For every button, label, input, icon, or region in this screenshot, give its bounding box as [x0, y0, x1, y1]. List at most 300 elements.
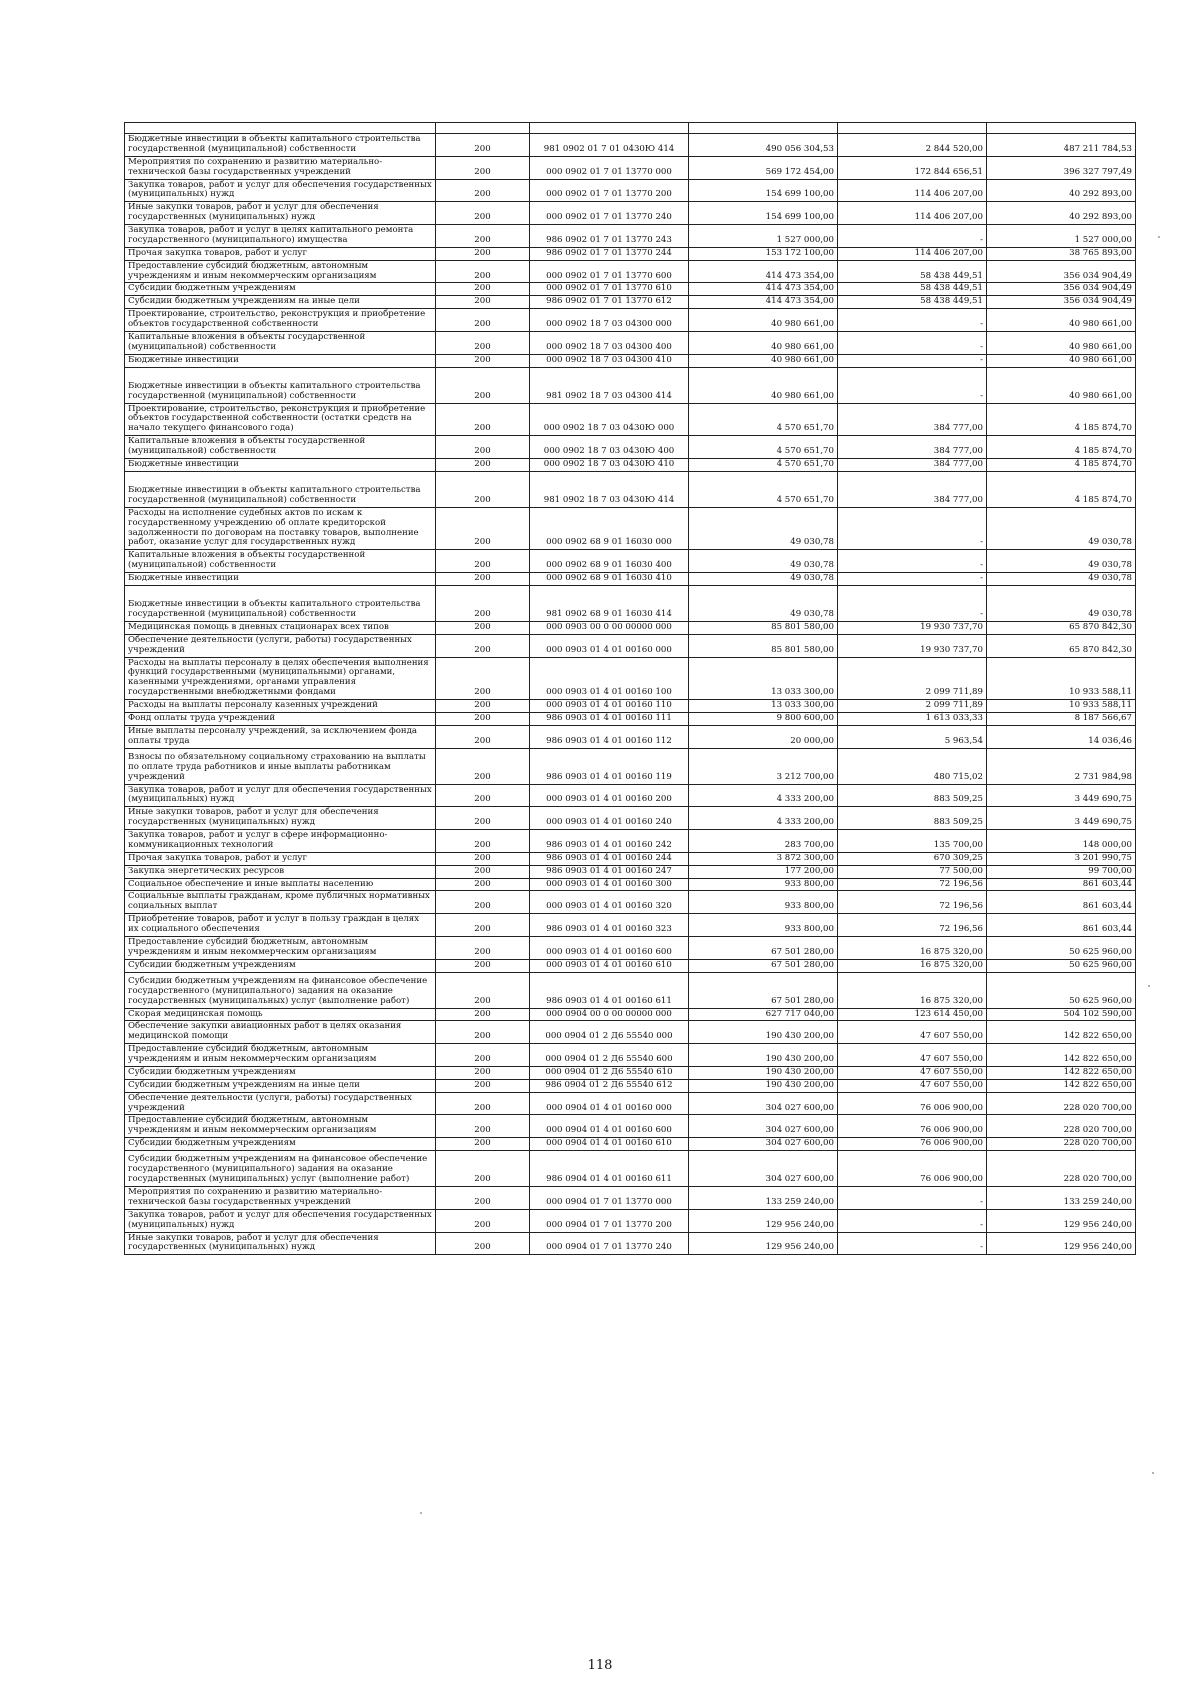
row-unexecuted: 10 933 588,11 [987, 657, 1136, 700]
row-unexecuted: 40 980 661,00 [987, 309, 1136, 332]
row-unexecuted: 40 980 661,00 [987, 354, 1136, 367]
row-budget-code: 000 0903 01 4 01 00160 100 [530, 657, 689, 700]
row-approved: 490 056 304,53 [689, 134, 838, 157]
row-unexecuted: 228 020 700,00 [987, 1115, 1136, 1138]
row-approved: 4 570 651,70 [689, 471, 838, 507]
row-unexecuted: 396 327 797,49 [987, 156, 1136, 179]
row-approved: 13 033 300,00 [689, 700, 838, 713]
row-code: 200 [436, 959, 530, 972]
row-approved: 933 800,00 [689, 878, 838, 891]
row-executed: 2 099 711,89 [838, 657, 987, 700]
row-approved: 129 956 240,00 [689, 1232, 838, 1255]
table-row [125, 1079, 1136, 1092]
row-approved: 20 000,00 [689, 725, 838, 748]
row-executed: 76 006 900,00 [838, 1138, 987, 1151]
row-name: Расходы на выплаты персоналу в целях обеспечения выполнения функций государственными (муниципальными) органами, казенными учреждениями, органами управления государственными внебюджетными фондами [125, 657, 436, 700]
row-budget-code: 986 0902 01 7 01 13770 244 [530, 247, 689, 260]
row-name: Медицинская помощь в дневных стационарах всех типов [125, 621, 436, 634]
row-name: Прочая закупка товаров, работ и услуг [125, 247, 436, 260]
row-approved: 40 980 661,00 [689, 309, 838, 332]
row-executed: 47 607 550,00 [838, 1066, 987, 1079]
row-approved: 414 473 354,00 [689, 260, 838, 283]
row-unexecuted: 861 603,44 [987, 878, 1136, 891]
row-budget-code: 981 0902 68 9 01 16030 414 [530, 585, 689, 621]
row-unexecuted: 142 822 650,00 [987, 1044, 1136, 1067]
row-budget-code: 986 0904 01 2 Д6 55540 612 [530, 1079, 689, 1092]
row-budget-code: 986 0903 01 4 01 00160 611 [530, 972, 689, 1008]
row-name: Закупка энергетических ресурсов [125, 865, 436, 878]
row-unexecuted: 129 956 240,00 [987, 1209, 1136, 1232]
row-name: Обеспечение деятельности (услуги, работы) государственных учреждений [125, 1092, 436, 1115]
row-code: 200 [436, 573, 530, 586]
table-row [125, 1187, 1136, 1210]
row-unexecuted: 38 765 893,00 [987, 247, 1136, 260]
row-executed: 2 844 520,00 [838, 134, 987, 157]
row-unexecuted: 142 822 650,00 [987, 1079, 1136, 1092]
table-row [125, 458, 1136, 471]
row-executed: 72 196,56 [838, 914, 987, 937]
row-code: 200 [436, 878, 530, 891]
table-row [125, 309, 1136, 332]
row-code: 200 [436, 296, 530, 309]
scan-speck [1148, 985, 1150, 987]
row-code: 200 [436, 725, 530, 748]
row-approved: 49 030,78 [689, 573, 838, 586]
row-approved: 414 473 354,00 [689, 283, 838, 296]
table-row [125, 156, 1136, 179]
row-code: 200 [436, 914, 530, 937]
table-row [125, 972, 1136, 1008]
row-budget-code: 000 0902 68 9 01 16030 410 [530, 573, 689, 586]
row-executed: 58 438 449,51 [838, 296, 987, 309]
row-budget-code: 000 0904 01 4 01 00160 610 [530, 1138, 689, 1151]
row-approved: 933 800,00 [689, 914, 838, 937]
row-name: Бюджетные инвестиции в объекты капитального строительства государственной (муниципальной) собственности [125, 367, 436, 403]
row-budget-code: 000 0902 18 7 03 0430Ю 400 [530, 436, 689, 459]
row-budget-code: 000 0903 01 4 01 00160 300 [530, 878, 689, 891]
row-approved: 569 172 454,00 [689, 156, 838, 179]
row-name: Закупка товаров, работ и услуг для обеспечения государственных (муниципальных) нужд [125, 784, 436, 807]
row-approved: 304 027 600,00 [689, 1092, 838, 1115]
row-name: Иные закупки товаров, работ и услуг для обеспечения государственных (муниципальных) нужд [125, 1232, 436, 1255]
row-name: Субсидии бюджетным учреждениям на иные цели [125, 296, 436, 309]
row-executed: 114 406 207,00 [838, 202, 987, 225]
row-budget-code: 986 0903 01 4 01 00160 247 [530, 865, 689, 878]
row-approved: 40 980 661,00 [689, 354, 838, 367]
row-approved: 4 570 651,70 [689, 403, 838, 436]
row-code: 200 [436, 283, 530, 296]
row-executed: - [838, 367, 987, 403]
row-code: 200 [436, 134, 530, 157]
row-code: 200 [436, 634, 530, 657]
row-name: Расходы на исполнение судебных актов по искам к государственному учреждению об оплате кредиторской задолженности по договорам на поставку товаров, выполнение работ, оказание услуг для государственных нужд [125, 507, 436, 550]
row-unexecuted: 14 036,46 [987, 725, 1136, 748]
row-executed: 77 500,00 [838, 865, 987, 878]
row-executed: 135 700,00 [838, 830, 987, 853]
row-budget-code: 000 0902 01 7 01 13770 240 [530, 202, 689, 225]
table-row [125, 1209, 1136, 1232]
row-approved: 49 030,78 [689, 550, 838, 573]
row-executed: 76 006 900,00 [838, 1092, 987, 1115]
row-code: 200 [436, 1138, 530, 1151]
row-name: Мероприятия по сохранению и развитию материально-технической базы государственных учреждений [125, 1187, 436, 1210]
table-row [125, 471, 1136, 507]
row-approved: 190 430 200,00 [689, 1044, 838, 1067]
row-budget-code: 000 0904 01 7 01 13770 240 [530, 1232, 689, 1255]
row-name: Субсидии бюджетным учреждениям на финансовое обеспечение государственного (муниципального) задания на оказание государственных (муниципальных) услуг (выполнение работ) [125, 1151, 436, 1187]
row-budget-code: 986 0903 01 4 01 00160 119 [530, 748, 689, 784]
row-budget-code: 000 0902 01 7 01 13770 200 [530, 179, 689, 202]
row-unexecuted: 228 020 700,00 [987, 1151, 1136, 1187]
scan-speck [1152, 1472, 1154, 1474]
row-executed: - [838, 225, 987, 248]
row-code: 200 [436, 852, 530, 865]
row-code: 200 [436, 1044, 530, 1067]
row-code: 200 [436, 748, 530, 784]
table-row [125, 247, 1136, 260]
table-row [125, 573, 1136, 586]
table-row [125, 914, 1136, 937]
row-approved: 627 717 040,00 [689, 1008, 838, 1021]
row-code: 200 [436, 1151, 530, 1187]
row-approved: 67 501 280,00 [689, 972, 838, 1008]
row-budget-code: 000 0903 01 4 01 00160 320 [530, 891, 689, 914]
row-executed: 47 607 550,00 [838, 1079, 987, 1092]
row-unexecuted: 4 185 874,70 [987, 436, 1136, 459]
row-name: Предоставление субсидий бюджетным, автономным учреждениям и иным некоммерческим организациям [125, 1115, 436, 1138]
row-budget-code: 000 0903 01 4 01 00160 110 [530, 700, 689, 713]
row-approved: 4 570 651,70 [689, 458, 838, 471]
table-row [125, 436, 1136, 459]
table-row [125, 748, 1136, 784]
row-code: 200 [436, 1209, 530, 1232]
row-name: Субсидии бюджетным учреждениям на финансовое обеспечение государственного (муниципального) задания на оказание государственных (муниципальных) услуг (выполнение работ) [125, 972, 436, 1008]
row-unexecuted: 861 603,44 [987, 891, 1136, 914]
row-code: 200 [436, 225, 530, 248]
row-unexecuted: 49 030,78 [987, 550, 1136, 573]
row-approved: 414 473 354,00 [689, 296, 838, 309]
row-approved: 129 956 240,00 [689, 1209, 838, 1232]
row-executed: - [838, 573, 987, 586]
row-executed: 883 509,25 [838, 807, 987, 830]
row-approved: 67 501 280,00 [689, 959, 838, 972]
row-code: 200 [436, 700, 530, 713]
row-budget-code: 981 0902 18 7 03 0430Ю 414 [530, 471, 689, 507]
row-code: 200 [436, 657, 530, 700]
table-row [125, 296, 1136, 309]
row-unexecuted: 99 700,00 [987, 865, 1136, 878]
row-budget-code: 000 0903 01 4 01 00160 000 [530, 634, 689, 657]
row-budget-code: 986 0904 01 4 01 00160 611 [530, 1151, 689, 1187]
row-name: Субсидии бюджетным учреждениям на иные цели [125, 1079, 436, 1092]
table-row [125, 1232, 1136, 1255]
table-row [125, 936, 1136, 959]
row-name: Бюджетные инвестиции в объекты капитального строительства государственной (муниципальной) собственности [125, 585, 436, 621]
row-unexecuted: 142 822 650,00 [987, 1066, 1136, 1079]
row-executed: 76 006 900,00 [838, 1151, 987, 1187]
row-unexecuted: 3 449 690,75 [987, 784, 1136, 807]
row-executed: - [838, 585, 987, 621]
row-code: 200 [436, 458, 530, 471]
row-code: 200 [436, 1021, 530, 1044]
row-code: 200 [436, 309, 530, 332]
row-name: Закупка товаров, работ и услуг для обеспечения государственных (муниципальных) нужд [125, 179, 436, 202]
row-unexecuted: 4 185 874,70 [987, 403, 1136, 436]
row-code: 200 [436, 830, 530, 853]
row-budget-code: 000 0903 01 4 01 00160 600 [530, 936, 689, 959]
row-unexecuted: 49 030,78 [987, 585, 1136, 621]
row-unexecuted: 65 870 842,30 [987, 621, 1136, 634]
row-unexecuted: 129 956 240,00 [987, 1232, 1136, 1255]
row-name: Взносы по обязательному социальному страхованию на выплаты по оплате труда работников и иные выплаты работникам учреждений [125, 748, 436, 784]
table-row [125, 1008, 1136, 1021]
table-row [125, 807, 1136, 830]
row-approved: 67 501 280,00 [689, 936, 838, 959]
row-unexecuted: 65 870 842,30 [987, 634, 1136, 657]
row-name: Бюджетные инвестиции в объекты капитального строительства государственной (муниципальной) собственности [125, 471, 436, 507]
table-row [125, 865, 1136, 878]
row-executed: - [838, 331, 987, 354]
row-executed: - [838, 550, 987, 573]
row-executed: 58 438 449,51 [838, 260, 987, 283]
table-row [125, 585, 1136, 621]
row-executed: 114 406 207,00 [838, 179, 987, 202]
row-name: Проектирование, строительство, реконструкция и приобретение объектов государственной собственности [125, 309, 436, 332]
row-executed: 384 777,00 [838, 458, 987, 471]
row-budget-code: 000 0904 01 7 01 13770 200 [530, 1209, 689, 1232]
table-row [125, 179, 1136, 202]
row-approved: 190 430 200,00 [689, 1021, 838, 1044]
row-code: 200 [436, 891, 530, 914]
table-row [125, 403, 1136, 436]
row-code: 200 [436, 1115, 530, 1138]
row-unexecuted: 40 292 893,00 [987, 179, 1136, 202]
scan-speck [420, 1512, 422, 1514]
row-executed: 16 875 320,00 [838, 972, 987, 1008]
row-executed: 2 099 711,89 [838, 700, 987, 713]
row-unexecuted: 861 603,44 [987, 914, 1136, 937]
table-row [125, 550, 1136, 573]
row-approved: 283 700,00 [689, 830, 838, 853]
table-row [125, 260, 1136, 283]
row-executed: 670 309,25 [838, 852, 987, 865]
row-name: Субсидии бюджетным учреждениям [125, 283, 436, 296]
row-name: Расходы на выплаты персоналу казенных учреждений [125, 700, 436, 713]
row-name: Проектирование, строительство, реконструкция и приобретение объектов государственной собственности (остатки средств на начало текущего финансового года) [125, 403, 436, 436]
table-row [125, 1151, 1136, 1187]
row-budget-code: 000 0904 01 2 Д6 55540 000 [530, 1021, 689, 1044]
table-row [125, 712, 1136, 725]
row-approved: 4 333 200,00 [689, 784, 838, 807]
row-unexecuted: 40 292 893,00 [987, 202, 1136, 225]
row-approved: 933 800,00 [689, 891, 838, 914]
row-unexecuted: 1 527 000,00 [987, 225, 1136, 248]
row-approved: 4 570 651,70 [689, 436, 838, 459]
row-budget-code: 986 0902 01 7 01 13770 612 [530, 296, 689, 309]
table-row [125, 621, 1136, 634]
row-executed: 384 777,00 [838, 403, 987, 436]
row-approved: 40 980 661,00 [689, 331, 838, 354]
row-approved: 177 200,00 [689, 865, 838, 878]
row-name: Закупка товаров, работ и услуг в целях капитального ремонта государственного (муниципального) имущества [125, 225, 436, 248]
row-code: 200 [436, 247, 530, 260]
row-approved: 3 872 300,00 [689, 852, 838, 865]
row-approved: 1 527 000,00 [689, 225, 838, 248]
row-unexecuted: 148 000,00 [987, 830, 1136, 853]
row-budget-code: 986 0903 01 4 01 00160 111 [530, 712, 689, 725]
row-executed: 5 963,54 [838, 725, 987, 748]
row-executed: 58 438 449,51 [838, 283, 987, 296]
row-approved: 153 172 100,00 [689, 247, 838, 260]
row-name: Капитальные вложения в объекты государственной (муниципальной) собственности [125, 436, 436, 459]
row-budget-code: 000 0904 01 4 01 00160 600 [530, 1115, 689, 1138]
row-code: 200 [436, 354, 530, 367]
row-name: Субсидии бюджетным учреждениям [125, 959, 436, 972]
row-name: Иные закупки товаров, работ и услуг для обеспечения государственных (муниципальных) нужд [125, 807, 436, 830]
row-executed: 76 006 900,00 [838, 1115, 987, 1138]
row-executed: 16 875 320,00 [838, 936, 987, 959]
row-code: 200 [436, 1092, 530, 1115]
row-name: Обеспечение закупки авиационных работ в целях оказания медицинской помощи [125, 1021, 436, 1044]
row-budget-code: 986 0902 01 7 01 13770 243 [530, 225, 689, 248]
row-executed: 16 875 320,00 [838, 959, 987, 972]
table-row [125, 657, 1136, 700]
row-unexecuted: 49 030,78 [987, 573, 1136, 586]
table-row [125, 725, 1136, 748]
row-approved: 85 801 580,00 [689, 621, 838, 634]
row-executed: 883 509,25 [838, 784, 987, 807]
row-name: Бюджетные инвестиции [125, 573, 436, 586]
row-code: 200 [436, 585, 530, 621]
row-code: 200 [436, 865, 530, 878]
table-row [125, 354, 1136, 367]
table-row [125, 1021, 1136, 1044]
row-name: Мероприятия по сохранению и развитию материально-технической базы государственных учреждений [125, 156, 436, 179]
row-unexecuted: 50 625 960,00 [987, 936, 1136, 959]
row-approved: 133 259 240,00 [689, 1187, 838, 1210]
row-executed: 47 607 550,00 [838, 1021, 987, 1044]
row-code: 200 [436, 471, 530, 507]
row-executed: - [838, 354, 987, 367]
row-executed: - [838, 1232, 987, 1255]
row-budget-code: 000 0904 01 2 Д6 55540 610 [530, 1066, 689, 1079]
row-budget-code: 000 0902 01 7 01 13770 610 [530, 283, 689, 296]
row-budget-code: 000 0903 01 4 01 00160 200 [530, 784, 689, 807]
row-budget-code: 986 0903 01 4 01 00160 323 [530, 914, 689, 937]
table-row [125, 700, 1136, 713]
table-row [125, 283, 1136, 296]
row-name: Капитальные вложения в объекты государственной (муниципальной) собственности [125, 550, 436, 573]
row-code: 200 [436, 179, 530, 202]
budget-table [124, 122, 1136, 1255]
row-budget-code: 000 0902 18 7 03 0430Ю 410 [530, 458, 689, 471]
row-unexecuted: 3 201 990,75 [987, 852, 1136, 865]
page-number: 118 [587, 1658, 613, 1673]
row-budget-code: 000 0902 18 7 03 04300 000 [530, 309, 689, 332]
row-unexecuted: 40 980 661,00 [987, 367, 1136, 403]
row-approved: 49 030,78 [689, 585, 838, 621]
row-approved: 304 027 600,00 [689, 1138, 838, 1151]
row-budget-code: 000 0903 01 4 01 00160 240 [530, 807, 689, 830]
row-code: 200 [436, 1079, 530, 1092]
table-row [125, 1138, 1136, 1151]
row-unexecuted: 49 030,78 [987, 507, 1136, 550]
row-unexecuted: 228 020 700,00 [987, 1092, 1136, 1115]
row-approved: 49 030,78 [689, 507, 838, 550]
row-executed: 480 715,02 [838, 748, 987, 784]
table-row [125, 507, 1136, 550]
table-row [125, 225, 1136, 248]
row-approved: 190 430 200,00 [689, 1066, 838, 1079]
row-name: Фонд оплаты труда учреждений [125, 712, 436, 725]
table-row [125, 634, 1136, 657]
row-unexecuted: 2 731 984,98 [987, 748, 1136, 784]
row-unexecuted: 504 102 590,00 [987, 1008, 1136, 1021]
row-executed: 384 777,00 [838, 471, 987, 507]
table-row [125, 1092, 1136, 1115]
row-approved: 13 033 300,00 [689, 657, 838, 700]
row-code: 200 [436, 367, 530, 403]
row-code: 200 [436, 621, 530, 634]
row-code: 200 [436, 260, 530, 283]
row-code: 200 [436, 936, 530, 959]
table-row [125, 134, 1136, 157]
row-budget-code: 986 0903 01 4 01 00160 112 [530, 725, 689, 748]
row-code: 200 [436, 1008, 530, 1021]
row-executed: 19 930 737,70 [838, 634, 987, 657]
row-name: Бюджетные инвестиции [125, 354, 436, 367]
row-name: Обеспечение деятельности (услуги, работы) государственных учреждений [125, 634, 436, 657]
table-row [125, 852, 1136, 865]
table-row [125, 891, 1136, 914]
row-executed: 172 844 656,51 [838, 156, 987, 179]
row-executed: - [838, 507, 987, 550]
row-name: Бюджетные инвестиции [125, 458, 436, 471]
row-unexecuted: 40 980 661,00 [987, 331, 1136, 354]
row-approved: 154 699 100,00 [689, 179, 838, 202]
row-name: Бюджетные инвестиции в объекты капитального строительства государственной (муниципальной) собственности [125, 134, 436, 157]
row-code: 200 [436, 712, 530, 725]
row-budget-code: 000 0904 00 0 00 00000 000 [530, 1008, 689, 1021]
row-code: 200 [436, 807, 530, 830]
row-name: Субсидии бюджетным учреждениям [125, 1066, 436, 1079]
row-unexecuted: 356 034 904,49 [987, 260, 1136, 283]
table-row [125, 1066, 1136, 1079]
row-executed: 19 930 737,70 [838, 621, 987, 634]
row-budget-code: 000 0902 01 7 01 13770 000 [530, 156, 689, 179]
row-code: 200 [436, 403, 530, 436]
row-unexecuted: 356 034 904,49 [987, 283, 1136, 296]
row-executed: 72 196,56 [838, 891, 987, 914]
row-executed: - [838, 309, 987, 332]
table-row [125, 878, 1136, 891]
row-executed: 123 614 450,00 [838, 1008, 987, 1021]
row-name: Предоставление субсидий бюджетным, автономным учреждениям и иным некоммерческим организациям [125, 260, 436, 283]
row-name: Иные закупки товаров, работ и услуг для обеспечения государственных (муниципальных) нужд [125, 202, 436, 225]
row-name: Приобретение товаров, работ и услуг в пользу граждан в целях их социального обеспечения [125, 914, 436, 937]
budget-table-body [125, 123, 1136, 1255]
table-row [125, 959, 1136, 972]
row-budget-code: 000 0904 01 2 Д6 55540 600 [530, 1044, 689, 1067]
row-name: Социальное обеспечение и иные выплаты населению [125, 878, 436, 891]
table-row [125, 331, 1136, 354]
row-code: 200 [436, 550, 530, 573]
row-unexecuted: 10 933 588,11 [987, 700, 1136, 713]
row-executed: 114 406 207,00 [838, 247, 987, 260]
row-budget-code: 000 0902 68 9 01 16030 400 [530, 550, 689, 573]
row-approved: 304 027 600,00 [689, 1115, 838, 1138]
row-code: 200 [436, 1066, 530, 1079]
